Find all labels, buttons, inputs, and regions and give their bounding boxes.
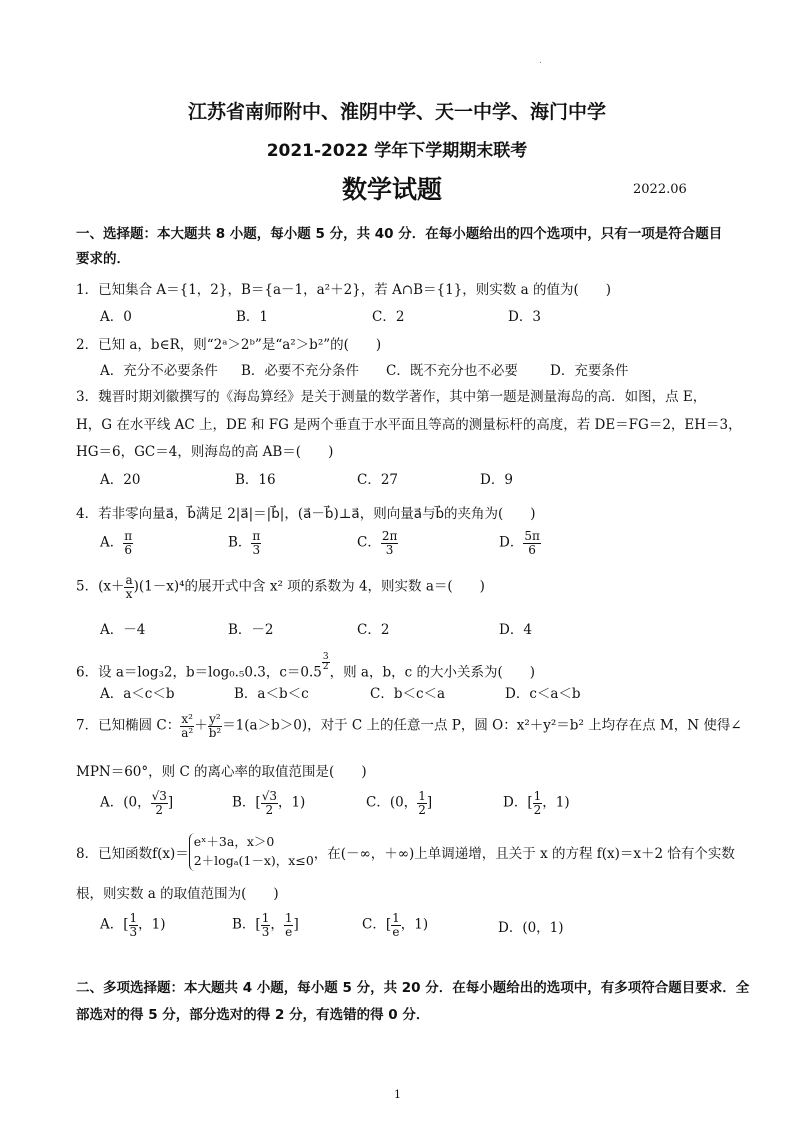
q8-stem-post: ，在(－∞，＋∞)上单调递增，且关于 x 的方程 f(x)＝x＋2 恰有个实数 [313,845,735,862]
q1-option-c: C．2 [372,309,405,325]
q8-option-d: D．(0，1) [498,920,564,936]
q8-case-1: eˣ＋3a，x＞0 [193,834,275,849]
question-5-stem [76,574,485,600]
q8-option-b-fraction-1 [261,912,271,938]
q7-option-a [100,790,173,816]
q4-option-a [100,530,133,556]
q4-option-c [357,530,398,556]
section2-heading-line2: 部选对的得 5 分，部分选对的得 2 分，有选错的得 0 分． [76,1007,430,1023]
question-8-stem [76,833,735,871]
q7-stem-pre: 7．已知椭圆 C： [76,717,181,734]
q7-option-a-num: √3 [151,789,167,803]
q7-f2-den: b² [208,725,222,740]
q8-option-b [232,912,299,938]
q5-stem-post: )(1－x)⁴的展开式中含 x² 项的系数为 4，则实数 a＝( ) [133,578,485,595]
q8-option-b-den2: e [285,924,293,939]
q6-option-b: B．a＜b＜c [234,686,309,702]
q8-option-a-pre: A．[ [100,916,129,933]
q1-option-d: D．3 [508,309,541,325]
q7-option-a-post: ] [167,794,174,811]
q6-exp-den: 2 [322,662,329,673]
q5-fraction [124,574,133,600]
q7-option-d-num: 1 [533,789,542,803]
q8-piecewise [189,833,314,871]
subject-title: 数学试题 [342,175,443,204]
q4-option-b-den: 3 [252,542,261,557]
q4-option-b [228,530,261,556]
section1-heading-line1: 一、选择题：本大题共 8 小题，每小题 5 分，共 40 分．在每小题给出的四个选项中，只有一项是符合题目 [76,226,723,242]
q7-option-c [366,790,432,816]
q8-option-a-fraction [129,912,139,938]
q5-stem-pre: 5．(x＋ [76,578,125,595]
q6-option-d: D．c＜a＜b [505,686,581,702]
q4-option-a-fraction [123,530,133,556]
q7-option-a-den: 2 [155,802,164,817]
q8-option-c-post: ，1) [400,916,429,933]
q7-option-c-num: 1 [418,789,426,803]
q8-option-c-fraction [391,912,401,938]
q5-option-b: B．－2 [228,622,274,638]
q7-f1-num: x² [181,712,193,726]
q4-option-a-letter: A． [100,534,124,551]
q3-option-a: A．20 [100,472,141,488]
q8-option-c-pre: C．[ [362,916,392,933]
question-6-stem [76,653,535,680]
q7-option-d-pre: D．[ [503,794,533,811]
q3-option-c: C．27 [357,472,399,488]
q7-option-d-den: 2 [533,802,542,817]
question-3-line1: 3．魏晋时期刘徽撰写的《海岛算经》是关于测量的数学著作，其中第一题是测量海岛的高．如图，点 E， [76,389,707,405]
question-4-stem: 4．若非零向量a⃗，b⃗满足 2|a⃗|＝|b⃗|，(a⃗－b⃗)⊥a⃗，则向量a⃗与b⃗的夹角为( ) [76,506,536,522]
question-7-line2: MPN＝60°，则 C 的离心率的取值范围是( ) [76,764,367,780]
q4-option-b-letter: B． [228,534,252,551]
q1-option-b: B．1 [236,309,269,325]
q7-option-d-post: ，1) [542,794,570,811]
stray-mark: . [539,56,542,66]
school-title: 江苏省南师附中、淮阴中学、天一中学、海门中学 [187,101,606,123]
page-number: 1 [394,1088,401,1101]
q7-option-d [503,790,570,816]
q4-option-b-fraction [251,530,261,556]
q5-option-a: A．－4 [100,622,146,638]
q4-option-d-fraction [523,530,541,556]
q6-stem-post: ，则 a，b，c 的大小关系为( ) [329,664,535,681]
q4-option-b-num: π [252,529,261,543]
q4-option-d-den: 6 [528,542,536,557]
q7-stem-post: ＝1(a＞b＞0)，对于 C 上的任意一点 P，圆 O：x²＋y²＝b² 上均存在点 M，N 使得∠ [222,717,742,734]
q7-option-d-fraction [533,790,543,816]
q1-option-a: A．0 [100,309,132,325]
q4-option-c-fraction [381,530,399,556]
q8-option-b-post: ] [293,916,299,933]
q5-option-d: D．4 [499,622,532,638]
section1-heading-line2: 要求的． [76,251,130,267]
q7-option-c-fraction [417,790,427,816]
q7-option-c-post: ] [426,794,433,811]
q6-exponent [322,653,330,673]
q7-fraction-x [180,713,194,739]
q8-option-c [362,912,428,938]
q4-option-a-den: 6 [124,542,133,557]
q2-option-c: C．既不充分也不必要 [386,363,518,379]
q8-option-b-num2: 1 [284,911,293,925]
q8-case-2: 2＋logₐ(1－x)，x≤0 [193,852,314,868]
q7-option-a-pre: A．(0， [100,794,151,811]
q3-option-b: B．16 [235,472,276,488]
question-8-line2: 根，则实数 a 的取值范围为( ) [76,886,279,902]
q5-option-c: C．2 [357,622,390,638]
q7-option-a-fraction [151,790,168,816]
q7-option-b-fraction [261,790,278,816]
q8-option-b-num: 1 [261,911,270,925]
q8-option-a-num: 1 [129,911,138,925]
question-7-stem [76,713,742,739]
q8-option-b-mid: ， [270,916,284,933]
q4-option-d-letter: D． [499,534,524,551]
section2-heading-line1: 二、多项选择题：本大题共 4 小题，每小题 5 分，共 20 分．在每小题给出的选项中，有多项符合题目要求．全 [76,980,750,996]
q6-option-a: A．a＜c＜b [100,686,175,702]
q7-plus: ＋ [194,717,208,734]
exam-date: 2022.06 [633,182,687,197]
q7-option-b-den: 2 [265,802,274,817]
q8-option-c-den: e [392,924,400,939]
q8-option-c-num: 1 [392,911,400,925]
q4-option-a-num: π [124,529,133,543]
q4-option-c-den: 3 [385,542,394,557]
q4-option-c-letter: C． [357,534,381,551]
q4-option-d-num: 5π [524,529,540,543]
term-title: 2021-2022 学年下学期期末联考 [266,141,528,161]
q2-option-b: B．必要不充分条件 [241,363,359,379]
q2-option-a: A．充分不必要条件 [100,363,218,379]
q8-option-a [100,912,166,938]
q4-option-d [499,530,541,556]
q8-stem-pre: 8．已知函数f(x)＝ [76,845,189,862]
q4-option-c-num: 2π [381,529,398,543]
q5-frac-den: x [125,586,133,601]
q8-option-b-den: 3 [261,924,270,939]
q6-stem-pre: 6．设 a＝log₃2，b＝log₀.₅0.3，c＝0.5 [76,664,322,681]
question-2-stem: 2．已知 a，b∈R，则“2ᵃ＞2ᵇ”是“a²＞b²”的( ) [76,337,382,353]
q7-option-b-post: ，1) [277,794,306,811]
q7-option-b [232,790,305,816]
q8-option-a-post: ，1) [138,916,166,933]
q7-option-b-pre: B．[ [232,794,261,811]
q7-option-c-den: 2 [418,802,426,817]
q7-fraction-y [208,713,223,739]
question-1-stem: 1．已知集合 A＝{1，2}，B＝{a－1，a²＋2}，若 A∩B＝{1}，则实数 a 的值为( ) [76,282,611,298]
q3-option-d: D．9 [480,472,513,488]
question-3-line2: H，G 在水平线 AC 上，DE 和 FG 是两个垂直于水平面且等高的测量标杆的高度，若 DE＝FG＝2，EH＝3， [76,417,742,433]
q2-option-d: D．充要条件 [550,363,629,379]
q7-f1-den: a² [181,725,194,740]
q8-option-a-den: 3 [129,924,138,939]
q8-option-b-pre: B．[ [232,916,261,933]
q6-exp-num: 3 [322,652,329,662]
question-3-line3: HG＝6，GC＝4，则海岛的高 AB＝( ) [76,444,334,460]
q6-option-c: C．b＜c＜a [370,686,446,702]
q7-f2-num: y² [209,712,221,726]
q7-option-c-pre: C．(0， [366,794,418,811]
q5-frac-num: a [125,573,133,587]
q7-option-b-num: √3 [261,789,277,803]
